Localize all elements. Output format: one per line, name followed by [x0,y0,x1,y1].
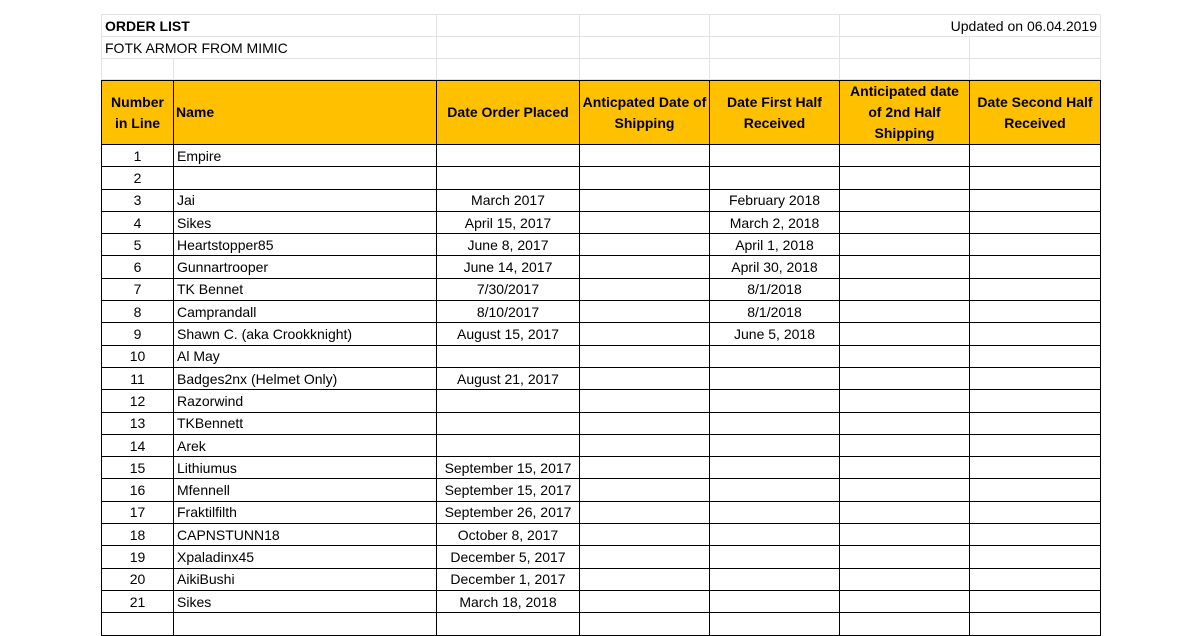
cell-number[interactable]: 14 [102,434,174,456]
cell-second-half-shipping[interactable] [840,546,970,568]
cell-second-half-received[interactable] [970,367,1101,389]
cell-date-placed[interactable] [437,167,580,189]
table-row [102,546,1101,568]
table-row [102,211,1101,233]
table-row [102,590,1101,612]
cell-date-placed[interactable] [437,412,580,434]
cell-anticipated-shipping[interactable] [580,434,710,456]
cell[interactable] [710,37,840,59]
cell-anticipated-shipping[interactable] [580,501,710,523]
cell-first-half-received[interactable]: February 2018 [710,189,840,211]
table-row [102,278,1101,300]
cell-first-half-received[interactable] [710,546,840,568]
column-header-second-half-shipping[interactable]: Anticipated date of 2nd Half Shipping [840,81,970,145]
cell-second-half-shipping[interactable] [840,234,970,256]
cell-second-half-received[interactable] [970,145,1101,167]
cell[interactable] [437,59,580,80]
cell-first-half-received[interactable] [710,145,840,167]
cell-name[interactable]: Badges2nx (Helmet Only) [174,367,437,389]
cell-anticipated-shipping[interactable] [580,301,710,323]
column-header-name[interactable]: Name [174,81,437,145]
cell-name[interactable]: Sikes [174,590,437,612]
cell-anticipated-shipping[interactable] [580,546,710,568]
cell-first-half-received[interactable]: June 5, 2018 [710,323,840,345]
cell-second-half-shipping[interactable] [840,613,970,635]
cell-second-half-shipping[interactable] [840,434,970,456]
table-row [102,189,1101,211]
cell-number[interactable]: 15 [102,457,174,479]
cell-anticipated-shipping[interactable] [580,189,710,211]
column-header-anticipated-shipping[interactable]: Anticpated Date of Shipping [580,81,710,145]
cell-date-placed[interactable] [437,434,580,456]
table-row [102,568,1101,590]
cell-first-half-received[interactable] [710,613,840,635]
sheet-title: ORDER LIST [102,15,437,37]
cell[interactable] [970,37,1101,59]
cell-date-placed[interactable]: December 1, 2017 [437,568,580,590]
cell-second-half-received[interactable] [970,323,1101,345]
cell-second-half-received[interactable] [970,434,1101,456]
sheet-subtitle: FOTK ARMOR FROM MIMIC [102,37,437,59]
cell-anticipated-shipping[interactable] [580,323,710,345]
cell-first-half-received[interactable]: 8/1/2018 [710,278,840,300]
cell-date-placed[interactable]: October 8, 2017 [437,524,580,546]
cell-number[interactable]: 18 [102,524,174,546]
cell-number[interactable]: 1 [102,145,174,167]
sheet-header [101,14,1101,80]
cell-number[interactable]: 6 [102,256,174,278]
cell-date-placed[interactable]: September 15, 2017 [437,479,580,501]
table-row [102,479,1101,501]
cell-second-half-received[interactable] [970,189,1101,211]
table-row [102,145,1101,167]
cell-date-placed[interactable] [437,390,580,412]
cell-second-half-received[interactable] [970,590,1101,612]
table-row [102,367,1101,389]
cell-second-half-shipping[interactable] [840,301,970,323]
cell-first-half-received[interactable] [710,434,840,456]
column-header-date-placed[interactable]: Date Order Placed [437,81,580,145]
cell-anticipated-shipping[interactable] [580,167,710,189]
cell-date-placed[interactable]: August 21, 2017 [437,367,580,389]
cell-anticipated-shipping[interactable] [580,590,710,612]
cell-anticipated-shipping[interactable] [580,457,710,479]
cell-date-placed[interactable] [437,345,580,367]
table-row [102,412,1101,434]
cell-date-placed[interactable]: 7/30/2017 [437,278,580,300]
table-row [102,434,1101,456]
cell-date-placed[interactable]: June 8, 2017 [437,234,580,256]
cell-anticipated-shipping[interactable] [580,613,710,635]
cell-name[interactable]: CAPNSTUNN18 [174,524,437,546]
table-row [102,524,1101,546]
cell-number[interactable]: 20 [102,568,174,590]
cell-second-half-received[interactable] [970,345,1101,367]
cell[interactable] [437,15,580,37]
cell-date-placed[interactable]: June 14, 2017 [437,256,580,278]
cell-name[interactable]: Razorwind [174,390,437,412]
cell-first-half-received[interactable] [710,390,840,412]
cell-name[interactable]: Fraktilfilth [174,501,437,523]
cell-number[interactable]: 9 [102,323,174,345]
cell[interactable] [437,37,580,59]
cell-second-half-received[interactable] [970,457,1101,479]
cell-first-half-received[interactable] [710,501,840,523]
cell-second-half-received[interactable] [970,412,1101,434]
cell-date-placed[interactable] [437,613,580,635]
cell-name[interactable]: Arek [174,434,437,456]
cell-second-half-shipping[interactable] [840,457,970,479]
cell-second-half-received[interactable] [970,390,1101,412]
cell-number[interactable]: 4 [102,211,174,233]
cell-second-half-shipping[interactable] [840,278,970,300]
cell-second-half-received[interactable] [970,256,1101,278]
cell[interactable] [710,15,840,37]
cell-first-half-received[interactable]: March 2, 2018 [710,211,840,233]
cell-first-half-received[interactable] [710,524,840,546]
cell-second-half-shipping[interactable] [840,145,970,167]
cell-number[interactable]: 16 [102,479,174,501]
cell[interactable] [840,37,970,59]
table-row [102,501,1101,523]
cell-anticipated-shipping[interactable] [580,479,710,501]
cell-second-half-received[interactable] [970,613,1101,635]
cell-anticipated-shipping[interactable] [580,390,710,412]
cell-first-half-received[interactable] [710,412,840,434]
cell-second-half-received[interactable] [970,524,1101,546]
cell-second-half-shipping[interactable] [840,524,970,546]
cell-first-half-received[interactable] [710,345,840,367]
cell-first-half-received[interactable] [710,590,840,612]
cell-name[interactable]: Mfennell [174,479,437,501]
cell-date-placed[interactable]: December 5, 2017 [437,546,580,568]
cell-date-placed[interactable]: August 15, 2017 [437,323,580,345]
cell-first-half-received[interactable] [710,568,840,590]
cell-number[interactable] [102,613,174,635]
cell-number[interactable]: 19 [102,546,174,568]
table-row [102,613,1101,635]
cell-number[interactable]: 8 [102,301,174,323]
table-row [102,301,1101,323]
cell-date-placed[interactable]: September 15, 2017 [437,457,580,479]
cell-first-half-received[interactable]: April 30, 2018 [710,256,840,278]
cell-second-half-shipping[interactable] [840,167,970,189]
cell-name[interactable]: Empire [174,145,437,167]
cell-second-half-shipping[interactable] [840,367,970,389]
cell-first-half-received[interactable] [710,167,840,189]
cell-name[interactable]: Shawn C. (aka Crookknight) [174,323,437,345]
cell[interactable] [580,15,710,37]
cell-number[interactable]: 7 [102,278,174,300]
cell[interactable] [970,59,1101,80]
header-row [102,81,1101,145]
cell-name[interactable]: Camprandall [174,301,437,323]
cell[interactable] [710,59,840,80]
cell-number[interactable]: 2 [102,167,174,189]
cell-second-half-received[interactable] [970,568,1101,590]
cell-second-half-shipping[interactable] [840,256,970,278]
cell-date-placed[interactable] [437,145,580,167]
cell-second-half-received[interactable] [970,211,1101,233]
cell-second-half-shipping[interactable] [840,412,970,434]
cell-name[interactable] [174,167,437,189]
cell-anticipated-shipping[interactable] [580,211,710,233]
table-row [102,323,1101,345]
cell-first-half-received[interactable] [710,457,840,479]
cell-date-placed[interactable]: September 26, 2017 [437,501,580,523]
cell-anticipated-shipping[interactable] [580,367,710,389]
cell-name[interactable]: Gunnartrooper [174,256,437,278]
cell-anticipated-shipping[interactable] [580,412,710,434]
cell-number[interactable]: 5 [102,234,174,256]
cell-name[interactable]: Sikes [174,211,437,233]
cell-second-half-shipping[interactable] [840,568,970,590]
cell-anticipated-shipping[interactable] [580,256,710,278]
table-row [102,390,1101,412]
cell-anticipated-shipping[interactable] [580,524,710,546]
cell-second-half-shipping[interactable] [840,189,970,211]
cell-second-half-received[interactable] [970,278,1101,300]
table-row [102,256,1101,278]
cell-number[interactable]: 21 [102,590,174,612]
cell-date-placed[interactable]: 8/10/2017 [437,301,580,323]
cell[interactable] [580,37,710,59]
cell-anticipated-shipping[interactable] [580,345,710,367]
cell-number[interactable]: 3 [102,189,174,211]
cell-second-half-received[interactable] [970,234,1101,256]
cell-second-half-shipping[interactable] [840,345,970,367]
cell-second-half-shipping[interactable] [840,323,970,345]
table-row [102,345,1101,367]
cell-second-half-shipping[interactable] [840,590,970,612]
cell-second-half-received[interactable] [970,479,1101,501]
cell-number[interactable]: 11 [102,367,174,389]
cell-anticipated-shipping[interactable] [580,278,710,300]
cell-name[interactable]: Al May [174,345,437,367]
cell-anticipated-shipping[interactable] [580,234,710,256]
cell[interactable] [102,59,174,80]
cell-number[interactable]: 10 [102,345,174,367]
cell-name[interactable]: AikiBushi [174,568,437,590]
cell-name[interactable]: TK Bennet [174,278,437,300]
cell-date-placed[interactable]: April 15, 2017 [437,211,580,233]
cell-second-half-shipping[interactable] [840,479,970,501]
column-header-number[interactable]: Number in Line [102,81,174,145]
cell-first-half-received[interactable]: 8/1/2018 [710,301,840,323]
cell-second-half-received[interactable] [970,167,1101,189]
cell-name[interactable]: Lithiumus [174,457,437,479]
cell-anticipated-shipping[interactable] [580,145,710,167]
cell[interactable] [580,59,710,80]
cell[interactable] [174,59,437,80]
cell-number[interactable]: 17 [102,501,174,523]
cell-date-placed[interactable]: March 2017 [437,189,580,211]
cell-name[interactable] [174,613,437,635]
cell-name[interactable]: Heartstopper85 [174,234,437,256]
cell-second-half-shipping[interactable] [840,501,970,523]
updated-date: Updated on 06.04.2019 [840,15,1101,37]
column-header-first-half-received[interactable]: Date First Half Received [710,81,840,145]
cell-name[interactable]: Xpaladinx45 [174,546,437,568]
cell-first-half-received[interactable] [710,479,840,501]
cell-second-half-received[interactable] [970,301,1101,323]
table-row [102,167,1101,189]
cell-second-half-shipping[interactable] [840,211,970,233]
cell-date-placed[interactable]: March 18, 2018 [437,590,580,612]
cell-first-half-received[interactable] [710,367,840,389]
table-row [102,234,1101,256]
cell-second-half-received[interactable] [970,546,1101,568]
cell-number[interactable]: 12 [102,390,174,412]
column-header-second-half-received[interactable]: Date Second Half Received [970,81,1101,145]
cell-first-half-received[interactable]: April 1, 2018 [710,234,840,256]
cell-second-half-shipping[interactable] [840,390,970,412]
cell-anticipated-shipping[interactable] [580,568,710,590]
spreadsheet [101,14,1100,636]
table-row [102,457,1101,479]
cell[interactable] [840,59,970,80]
cell-name[interactable]: TKBennett [174,412,437,434]
cell-number[interactable]: 13 [102,412,174,434]
order-table [101,80,1101,636]
cell-second-half-received[interactable] [970,501,1101,523]
cell-name[interactable]: Jai [174,189,437,211]
